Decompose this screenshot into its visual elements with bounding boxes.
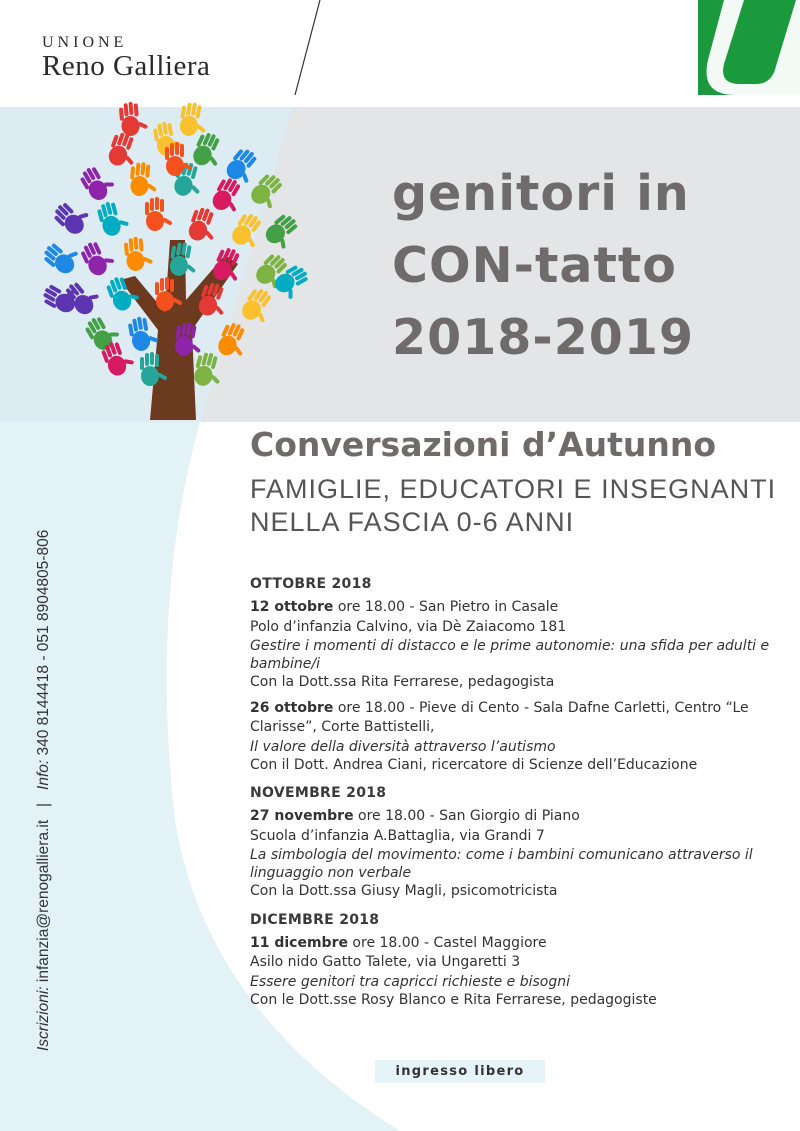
event-speaker: Con il Dott. Andrea Ciani, ricercatore di Scienze dell’Educazione	[250, 756, 698, 773]
event	[250, 598, 790, 693]
month-heading: OTTOBRE 2018	[250, 576, 372, 592]
event-when	[250, 807, 790, 827]
header-divider	[295, 0, 320, 95]
logo-line2: Reno Galliera	[42, 50, 211, 82]
hero-title-line: CON-tatto	[392, 237, 677, 294]
subtitle-line: FAMIGLIE, EDUCATORI E INSEGNANTI	[250, 474, 777, 504]
main-heading	[250, 425, 790, 539]
event-speaker: Con la Dott.ssa Rita Ferrarese, pedagogista	[250, 674, 555, 690]
event-time-location: ore 18.00 - Pieve di Cento - Sala Dafne Carletti, Centro “Le Clarisse”, Corte Battistelli,	[250, 699, 749, 735]
event-time-location: ore 18.00 - Castel Maggiore	[347, 934, 547, 951]
event-place: Scuola d’infanzia A.Battaglia, via Grandi 7	[250, 827, 545, 844]
conversations-title: Conversazioni d’Autunno	[250, 425, 717, 464]
contact-sidebar	[20, 437, 56, 1051]
hero-title	[392, 158, 792, 374]
event-when	[250, 699, 790, 738]
u-logo-icon	[698, 0, 800, 95]
info-phones[interactable]: 340 8144418 - 051 8904805-806	[35, 529, 52, 756]
schedule	[250, 576, 790, 1020]
month-block	[250, 576, 790, 775]
subtitle-line: NELLA FASCIA 0-6 ANNI	[250, 507, 575, 537]
logo-line1: UNIONE	[42, 34, 128, 51]
event-topic: Gestire i momenti di distacco e le prime autonomie: una sfida per adulti e bambine/i	[250, 638, 770, 672]
free-entry-badge: ingresso libero	[375, 1060, 545, 1083]
contact-text	[26, 437, 62, 1051]
event-time-location: ore 18.00 - San Giorgio di Piano	[353, 808, 580, 824]
event-date: 26 ottobre	[250, 699, 334, 716]
month-heading: DICEMBRE 2018	[250, 911, 380, 928]
event	[250, 934, 790, 1011]
info-label: Info:	[35, 759, 52, 790]
iscrizioni-email[interactable]: infanzia@renogalliera.it	[35, 819, 52, 983]
event-speaker: Con le Dott.sse Rosy Blanco e Rita Ferrarese, pedagogiste	[250, 991, 657, 1008]
iscrizioni-label: Iscrizioni:	[35, 986, 52, 1051]
hero-title-line: 2018-2019	[392, 309, 695, 366]
separator: |	[35, 802, 52, 807]
event-topic: La simbologia del movimento: come i bambini comunicano attraverso il linguaggio non verbale	[250, 847, 753, 881]
month-block	[250, 785, 790, 902]
month-block	[250, 912, 790, 1011]
event-when	[250, 598, 790, 618]
event-speaker: Con la Dott.ssa Giusy Magli, psicomotricista	[250, 883, 558, 899]
event-topic: Essere genitori tra capricci richieste e bisogni	[250, 973, 571, 990]
hero-title-line: genitori in	[392, 165, 690, 222]
union-logo	[42, 34, 210, 83]
month-heading: NOVEMBRE 2018	[250, 785, 387, 801]
event-date: 11 dicembre	[250, 934, 348, 951]
event-place: Asilo nido Gatto Talete, via Ungaretti 3	[250, 954, 521, 970]
event-when	[250, 934, 790, 954]
event-place: Polo d’infanzia Calvino, via Dè Zaiacomo 181	[250, 618, 567, 635]
event-topic: Il valore della diversità attraverso l’autismo	[250, 738, 556, 755]
event	[250, 807, 790, 902]
event-time-location: ore 18.00 - San Pietro in Casale	[333, 599, 559, 615]
event-date: 12 ottobre	[250, 599, 334, 615]
event	[250, 699, 790, 776]
event-date: 27 novembre	[250, 808, 354, 824]
subtitle	[250, 473, 790, 539]
